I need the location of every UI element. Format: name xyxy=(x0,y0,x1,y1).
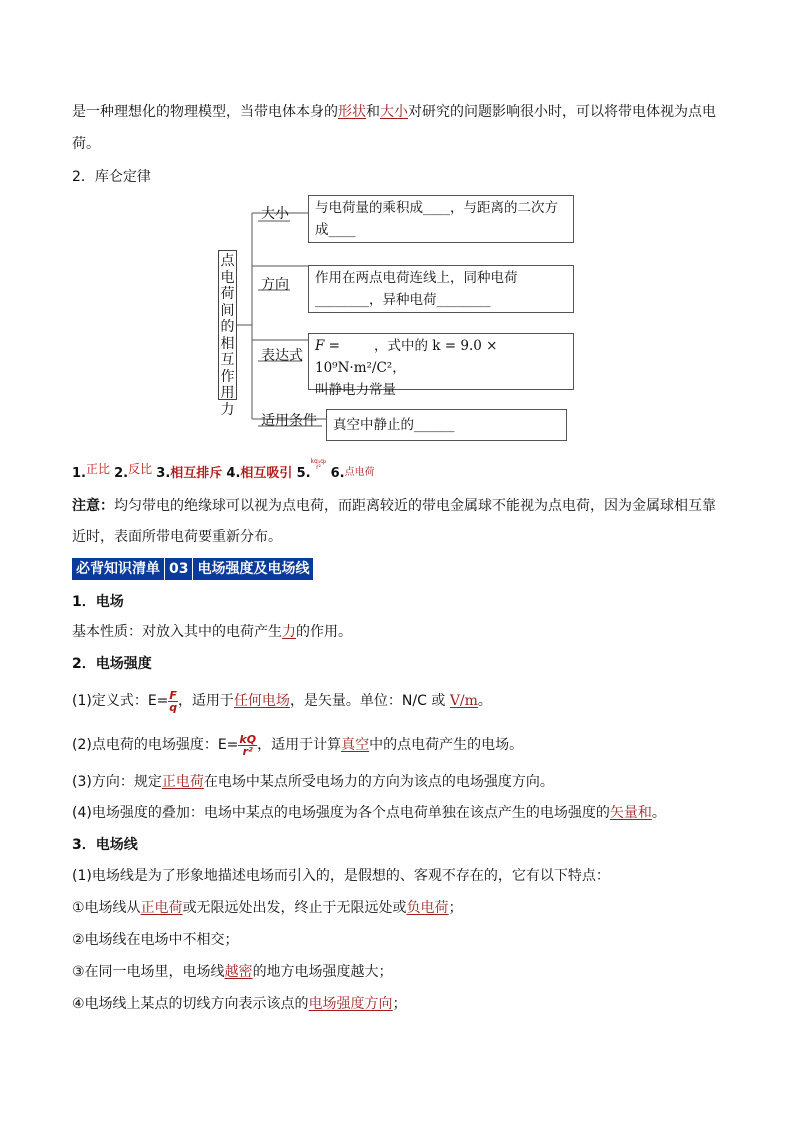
answer-3: 相互排斥 xyxy=(170,466,223,481)
text: ，适用于 xyxy=(177,693,234,709)
s3-line-1: (1)电场线是为了形象地描述电场而引入的，是假想的、客观不存在的，它有以下特点： xyxy=(72,868,610,884)
s2-heading: 2．电场强度 xyxy=(72,656,152,672)
branch-label-direction: 方向 xyxy=(261,277,289,293)
text: 或无限远处出发，终止于无限远处或 xyxy=(182,900,407,916)
note-line-2: 近时，表面所带电荷要重新分布。 xyxy=(72,529,282,545)
text: 对研究的问题影响很小时，可以将带电体视为点电 xyxy=(408,104,716,120)
answer-6: 点电荷 xyxy=(344,467,375,478)
diagram-root-box: 点电荷间的相互作用力 xyxy=(218,250,237,400)
frac-top: kQ xyxy=(239,732,257,746)
answer-4: 相互吸引 xyxy=(240,466,293,481)
answer-positive: 正电荷 xyxy=(140,900,183,916)
answer-num: 6. xyxy=(330,466,345,481)
formula-f: F = xyxy=(315,338,340,354)
frac-bot: r² xyxy=(242,744,253,758)
s2-superposition xyxy=(72,803,666,823)
frac-top: F xyxy=(169,688,177,702)
answer-5-formula-icon: kq₁q₂ r² xyxy=(310,458,327,471)
text: 的作用。 xyxy=(296,624,352,640)
answer-any-field: 任何电场 xyxy=(233,693,290,709)
s3-heading: 3．电场线 xyxy=(72,837,138,853)
answer-num: 4. xyxy=(226,466,241,481)
text: (2)点电荷的电场强度：E= xyxy=(72,737,239,753)
s2-direction xyxy=(72,772,554,792)
text: (4)电场强度的叠加：电场中某点的电场强度为各个点电荷单独在该点产生的电场强度的 xyxy=(72,805,610,821)
text: ①电场线从 xyxy=(72,900,141,916)
branch-label-expression: 表达式 xyxy=(261,348,303,364)
branch-box-expression xyxy=(308,333,574,398)
banner-part2: 03 xyxy=(169,561,189,577)
branch-box-size: 与电荷量的乘积成____，与距离的二次方成____ xyxy=(308,195,574,243)
s3-line-4 xyxy=(72,962,393,982)
branch-label-size: 大小 xyxy=(261,206,289,222)
text: ④电场线上某点的切线方向表示该点的 xyxy=(72,996,309,1012)
text: ，是矢量。单位：N/C 或 xyxy=(289,693,446,709)
note-label: 注意： xyxy=(72,498,114,514)
frac-bot: q xyxy=(169,700,178,714)
answer-2: 反比 xyxy=(128,462,153,476)
answer-denser: 越密 xyxy=(224,964,253,980)
s3-line-2 xyxy=(72,898,463,918)
constant-k: ，式中的 k = 9.0 × 10⁹N·m²/C²， xyxy=(315,338,498,376)
answer-shape: 形状 xyxy=(338,104,366,120)
text: 在电场中某点所受电场力的方向为该点的电场强度方向。 xyxy=(203,774,554,790)
answer-negative: 负电荷 xyxy=(406,900,449,916)
answer-force: 力 xyxy=(282,624,296,640)
text: ； xyxy=(448,900,463,916)
s1-text xyxy=(72,622,352,642)
banner-part1: 必背知识清单 xyxy=(76,561,160,577)
s2-definition xyxy=(72,688,492,714)
answer-num: 3. xyxy=(156,466,171,481)
text: 和 xyxy=(366,104,380,120)
answer-vacuum: 真空 xyxy=(341,737,370,753)
section-banner xyxy=(72,558,313,580)
text: 中的点电荷产生的电场。 xyxy=(369,737,524,753)
s3-line-3: ②电场线在电场中不相交； xyxy=(72,932,239,948)
text: ，适用于计算 xyxy=(257,737,342,753)
coulomb-heading: 2．库仑定律 xyxy=(72,169,151,185)
answer-num: 2. xyxy=(114,466,129,481)
answer-1: 正比 xyxy=(85,462,110,476)
answer-vector-sum: 矢量和 xyxy=(609,805,652,821)
note-line-1 xyxy=(72,496,716,516)
text: 。 xyxy=(477,693,492,709)
s3-line-5 xyxy=(72,994,407,1014)
text: (3)方向：规定 xyxy=(72,774,162,790)
answer-field-direction: 电场强度方向 xyxy=(308,996,393,1012)
text: ； xyxy=(392,996,407,1012)
branch-box-condition: 真空中静止的______ xyxy=(326,409,567,441)
answers-row xyxy=(72,459,375,481)
answer-num: 5. xyxy=(296,466,311,481)
fraction-f-over-q xyxy=(168,690,178,713)
text: 的地方电场强度越大； xyxy=(252,964,393,980)
text: 。 xyxy=(651,805,666,821)
intro-line-2: 荷。 xyxy=(72,136,100,152)
note-text: 均匀带电的绝缘球可以视为点电荷，而距离较近的带电金属球不能视为点电荷，因为金属球相互靠 xyxy=(114,498,716,514)
s1-heading: 1．电场 xyxy=(72,594,124,610)
banner-part3: 电场强度及电场线 xyxy=(197,561,310,577)
answer-unit: V/m xyxy=(449,693,478,709)
branch-label-condition: 适用条件 xyxy=(261,413,317,429)
text: 基本性质：对放入其中的电荷产生 xyxy=(72,624,282,640)
s2-point-charge xyxy=(72,732,523,758)
answer-size: 大小 xyxy=(380,104,408,120)
constant-name: 叫静电力常量 xyxy=(315,382,396,398)
text: 是一种理想化的物理模型，当带电体本身的 xyxy=(72,104,338,120)
branch-box-direction: 作用在两点电荷连线上，同种电荷________，异种电荷________ xyxy=(308,265,574,313)
answer-positive-charge: 正电荷 xyxy=(161,774,204,790)
answer-num: 1. xyxy=(72,466,86,481)
fraction-kq-over-r2 xyxy=(238,734,257,757)
text: (1)定义式：E= xyxy=(72,693,169,709)
text: ③在同一电场里，电场线 xyxy=(72,964,225,980)
intro-line-1 xyxy=(72,102,716,122)
